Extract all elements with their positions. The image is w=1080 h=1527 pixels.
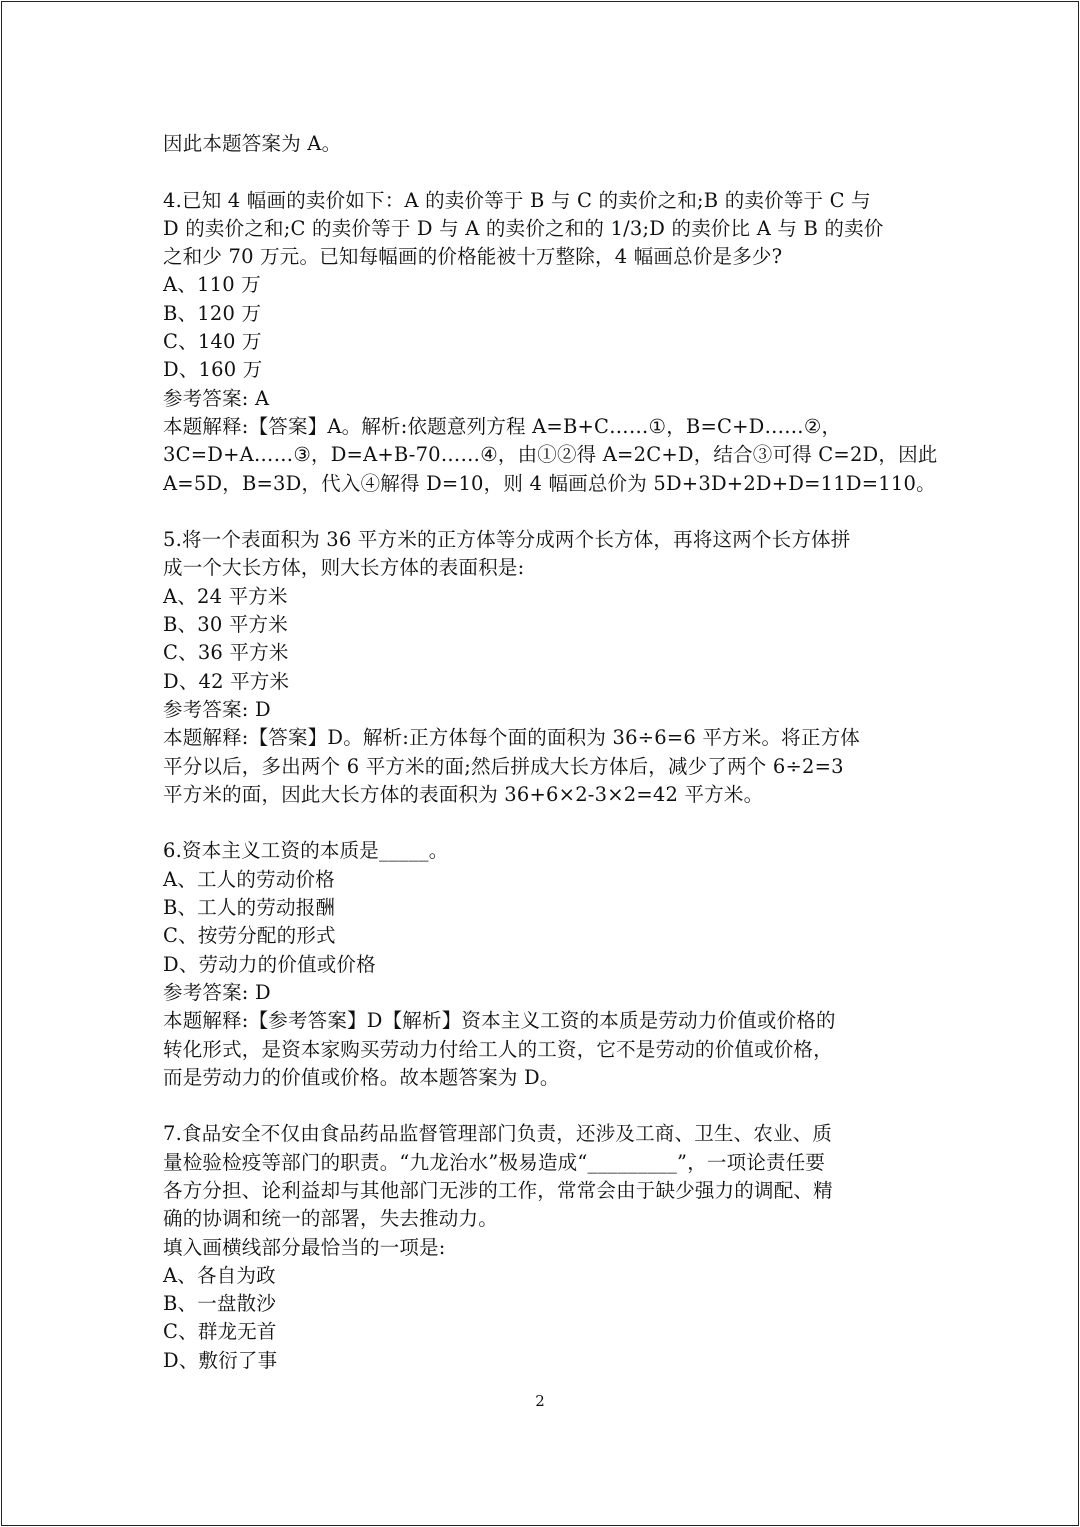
- question-stem-line: 6.资本主义工资的本质是_____。: [163, 839, 449, 863]
- explanation-line: 平分以后，多出两个 6 平方米的面;然后拼成大长方体后，减少了两个 6÷2=3: [163, 754, 844, 778]
- explanation-line: 3C=D+A……③，D=A+B-70……④，由①②得 A=2C+D，结合③可得 C=2D，因此: [163, 443, 938, 467]
- option-a: A、110 万: [163, 273, 261, 297]
- question-stem-line: 4.已知 4 幅画的卖价如下：A 的卖价等于 B 与 C 的卖价之和;B 的卖价等于 C 与: [163, 188, 871, 212]
- option-b: B、一盘散沙: [163, 1292, 277, 1316]
- option-c: C、按劳分配的形式: [163, 924, 336, 948]
- option-a: A、24 平方米: [163, 584, 288, 608]
- question-stem-line: 各方分担、论利益却与其他部门无涉的工作，常常会由于缺少强力的调配、精: [163, 1178, 833, 1202]
- option-b: B、120 万: [163, 301, 262, 325]
- intro-line: 因此本题答案为 A。: [163, 132, 342, 155]
- option-a: A、各自为政: [163, 1263, 276, 1287]
- option-d: D、42 平方米: [163, 669, 290, 693]
- explanation-line: 转化形式，是资本家购买劳动力付给工人的工资，它不是劳动的价值或价格，: [163, 1037, 833, 1061]
- option-c: C、36 平方米: [163, 641, 289, 665]
- explanation-line: 本题解释:【答案】A。解析:依题意列方程 A=B+C……①，B=C+D……②，: [163, 414, 842, 438]
- question-stem-line: 量检验检疫等部门的职责。“九龙治水”极易造成“_________”，一项论责任要: [163, 1150, 826, 1174]
- question-stem-line: D 的卖价之和;C 的卖价等于 D 与 A 的卖价之和的 1/3;D 的卖价比 A 与 B 的卖价: [163, 216, 884, 240]
- question-6: [163, 837, 923, 1092]
- reference-answer: 参考答案: D: [163, 980, 271, 1004]
- option-d: D、劳动力的价值或价格: [163, 952, 376, 976]
- question-stem-line: 7.食品安全不仅由食品药品监督管理部门负责，还涉及工商、卫生、农业、质: [163, 1122, 833, 1146]
- option-b: B、工人的劳动报酬: [163, 896, 336, 920]
- document-body: [163, 130, 938, 1375]
- option-d: D、敷衍了事: [163, 1348, 278, 1372]
- question-7: [163, 1120, 923, 1375]
- explanation-line: 而是劳动力的价值或价格。故本题答案为 D。: [163, 1065, 560, 1089]
- reference-answer: 参考答案: A: [163, 386, 270, 410]
- explanation-line: A=5D，B=3D，代入④解得 D=10，则 4 幅画总价为 5D+3D+2D+D=11D=110。: [163, 471, 936, 495]
- page-number: 2: [535, 1392, 545, 1410]
- explanation-line: 本题解释:【答案】D。解析:正方体每个面的面积为 36÷6=6 平方米。将正方体: [163, 726, 860, 750]
- question-stem-line: 之和少 70 万元。已知每幅画的价格能被十万整除，4 幅画总价是多少?: [163, 245, 783, 269]
- option-c: C、140 万: [163, 330, 262, 354]
- option-d: D、160 万: [163, 358, 263, 382]
- question-stem-line: 5.将一个表面积为 36 平方米的正方体等分成两个长方体，再将这两个长方体拼: [163, 528, 851, 552]
- explanation-line: 平方米的面，因此大长方体的表面积为 36+6×2-3×2=42 平方米。: [163, 782, 764, 806]
- question-5: [163, 526, 923, 809]
- option-a: A、工人的劳动价格: [163, 867, 335, 891]
- option-b: B、30 平方米: [163, 613, 288, 637]
- reference-answer: 参考答案: D: [163, 697, 271, 721]
- explanation-line: 本题解释:【参考答案】D【解析】资本主义工资的本质是劳动力价值或价格的: [163, 1009, 836, 1033]
- question-4: [163, 187, 938, 498]
- question-stem-line: 确的协调和统一的部署，失去推动力。: [163, 1207, 498, 1231]
- question-stem-line: 成一个大长方体，则大长方体的表面积是:: [163, 556, 525, 580]
- option-c: C、群龙无首: [163, 1320, 277, 1344]
- question-prompt-line: 填入画横线部分最恰当的一项是:: [163, 1235, 446, 1259]
